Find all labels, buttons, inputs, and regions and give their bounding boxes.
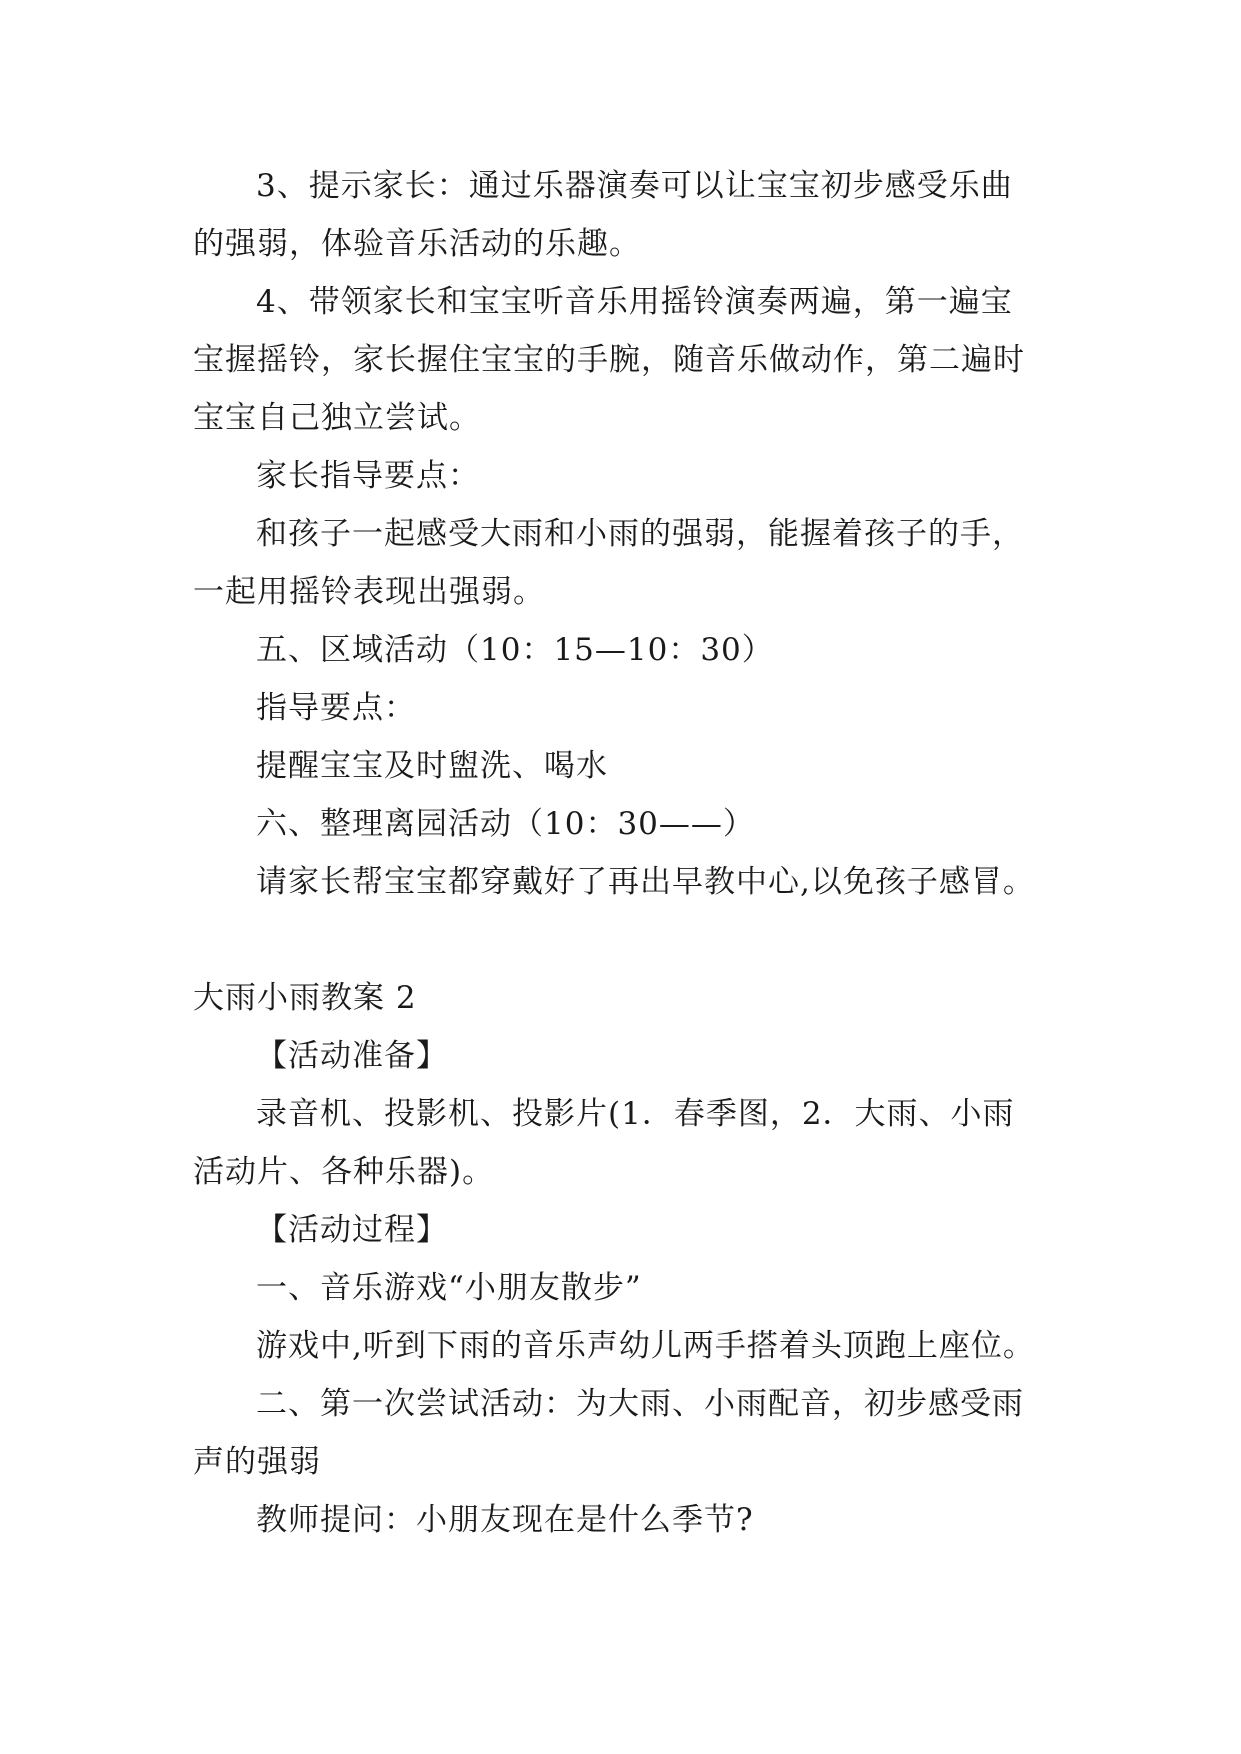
paragraph-line: 请家长帮宝宝都穿戴好了再出早教中心,以免孩子感冒。 <box>256 864 1035 900</box>
paragraph-line: 声的强弱 <box>193 1444 321 1480</box>
paragraph-line: 指导要点： <box>256 690 416 726</box>
paragraph-line: 宝宝自己独立尝试。 <box>193 400 481 436</box>
paragraph-line: 游戏中,听到下雨的音乐声幼儿两手搭着头顶跑上座位。 <box>256 1328 1035 1364</box>
section-heading: 五、区域活动（10：15—10：30） <box>256 632 774 668</box>
document-title: 大雨小雨教案 2 <box>193 980 417 1016</box>
section-heading: 【活动过程】 <box>256 1212 448 1248</box>
section-heading: 一、音乐游戏“小朋友散步” <box>256 1270 642 1306</box>
paragraph-line: 教师提问：小朋友现在是什么季节? <box>256 1502 754 1538</box>
paragraph-line: 3、提示家长：通过乐器演奏可以让宝宝初步感受乐曲 <box>256 168 1013 204</box>
paragraph-line: 家长指导要点： <box>256 458 480 494</box>
paragraph-line: 活动片、各种乐器)。 <box>193 1154 495 1190</box>
paragraph-line: 的强弱，体验音乐活动的乐趣。 <box>193 226 641 262</box>
paragraph-line: 录音机、投影机、投影片(1．春季图，2．大雨、小雨 <box>256 1096 1015 1132</box>
section-heading: 六、整理离园活动（10：30——） <box>256 806 755 842</box>
paragraph-line: 和孩子一起感受大雨和小雨的强弱，能握着孩子的手， <box>256 516 1024 552</box>
section-heading: 二、第一次尝试活动：为大雨、小雨配音，初步感受雨 <box>256 1386 1024 1422</box>
paragraph-line: 提醒宝宝及时盥洗、喝水 <box>256 748 608 784</box>
paragraph-line: 一起用摇铃表现出强弱。 <box>193 574 545 610</box>
paragraph-line: 宝握摇铃，家长握住宝宝的手腕，随音乐做动作，第二遍时 <box>193 342 1025 378</box>
section-heading: 【活动准备】 <box>256 1038 448 1074</box>
paragraph-line: 4、带领家长和宝宝听音乐用摇铃演奏两遍，第一遍宝 <box>256 284 1013 320</box>
